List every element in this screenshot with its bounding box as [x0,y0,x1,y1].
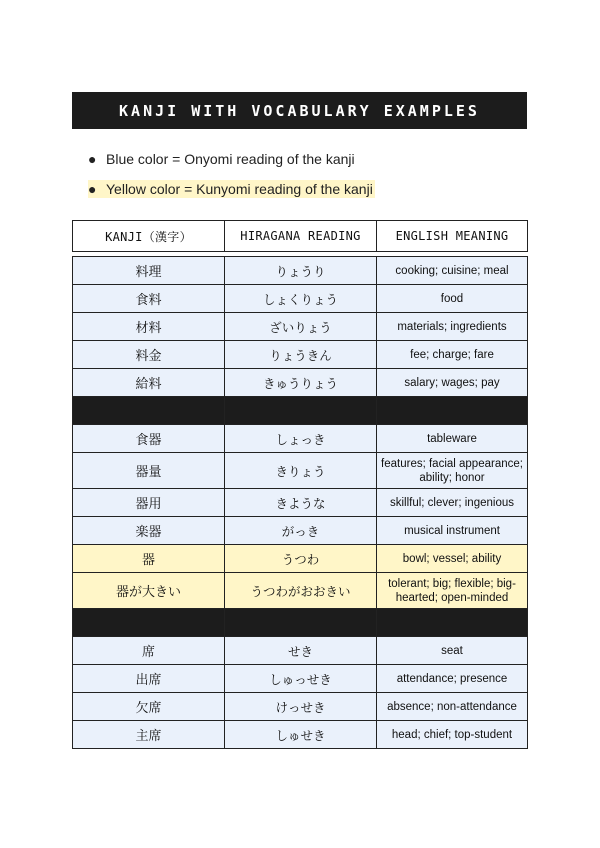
kanji-cell: 欠席 [73,693,225,721]
reading-cell: しゅせき [225,721,377,749]
separator-cell [73,397,225,425]
reading-cell: りょうり [225,257,377,285]
title-banner [72,92,527,129]
table-row [73,285,528,313]
meaning-cell: bowl; vessel; ability [377,545,528,573]
kanji-cell: 主席 [73,721,225,749]
table-row [73,693,528,721]
table-row [73,637,528,665]
kanji-cell: 器量 [73,453,225,489]
reading-cell: きりょう [225,453,377,489]
table-row [73,341,528,369]
kanji-cell: 材料 [73,313,225,341]
separator-cell [225,397,377,425]
reading-cell: うつわがおおきい [225,573,377,609]
reading-cell: しょくりょう [225,285,377,313]
vocabulary-table [72,220,528,749]
header-kanji: KANJI（漢字） [73,221,225,252]
kanji-cell: 料金 [73,341,225,369]
table-row [73,453,528,489]
kanji-cell: 器用 [73,489,225,517]
table-row [73,489,528,517]
reading-cell: うつわ [225,545,377,573]
meaning-cell: seat [377,637,528,665]
table-header-row [73,221,528,252]
separator-cell [225,609,377,637]
kanji-cell: 楽器 [73,517,225,545]
table-row [73,721,528,749]
meaning-cell: musical instrument [377,517,528,545]
table-row [73,369,528,397]
reading-cell: せき [225,637,377,665]
separator-row [73,397,528,425]
kanji-cell: 給料 [73,369,225,397]
meaning-cell: tolerant; big; flexible; big-hearted; open-minded [377,573,528,609]
reading-cell: きような [225,489,377,517]
separator-cell [73,609,225,637]
bullet-icon: ● [88,151,97,167]
header-english: ENGLISH MEANING [377,221,528,252]
kanji-cell: 出席 [73,665,225,693]
table-row [73,665,528,693]
meaning-cell: tableware [377,425,528,453]
meaning-cell: absence; non-attendance [377,693,528,721]
meaning-cell: head; chief; top-student [377,721,528,749]
legend-kunyomi-text: Yellow color = Kunyomi reading of the kanji [106,181,373,197]
table-row [73,425,528,453]
reading-cell: しょっき [225,425,377,453]
kanji-cell: 食器 [73,425,225,453]
meaning-cell: fee; charge; fare [377,341,528,369]
table-row [73,257,528,285]
legend-kunyomi [88,180,375,198]
reading-cell: がっき [225,517,377,545]
meaning-cell: attendance; presence [377,665,528,693]
separator-cell [377,397,528,425]
meaning-cell: cooking; cuisine; meal [377,257,528,285]
kanji-cell: 料理 [73,257,225,285]
meaning-cell: features; facial appearance; ability; honor [377,453,528,489]
kanji-cell: 器が大きい [73,573,225,609]
legend-onyomi [88,151,355,167]
reading-cell: ざいりょう [225,313,377,341]
table-row [73,313,528,341]
reading-cell: けっせき [225,693,377,721]
meaning-cell: skillful; clever; ingenious [377,489,528,517]
kanji-cell: 食料 [73,285,225,313]
meaning-cell: salary; wages; pay [377,369,528,397]
legend-onyomi-text: Blue color = Onyomi reading of the kanji [106,151,355,167]
kanji-cell: 器 [73,545,225,573]
table-row [73,545,528,573]
table-row [73,517,528,545]
table-row [73,573,528,609]
separator-row [73,609,528,637]
kanji-cell: 席 [73,637,225,665]
reading-cell: きゅうりょう [225,369,377,397]
page-title: KANJI WITH VOCABULARY EXAMPLES [119,101,480,120]
reading-cell: しゅっせき [225,665,377,693]
reading-cell: りょうきん [225,341,377,369]
meaning-cell: materials; ingredients [377,313,528,341]
separator-cell [377,609,528,637]
bullet-icon: ● [88,181,97,197]
header-hiragana: HIRAGANA READING [225,221,377,252]
table-body [73,252,528,749]
meaning-cell: food [377,285,528,313]
